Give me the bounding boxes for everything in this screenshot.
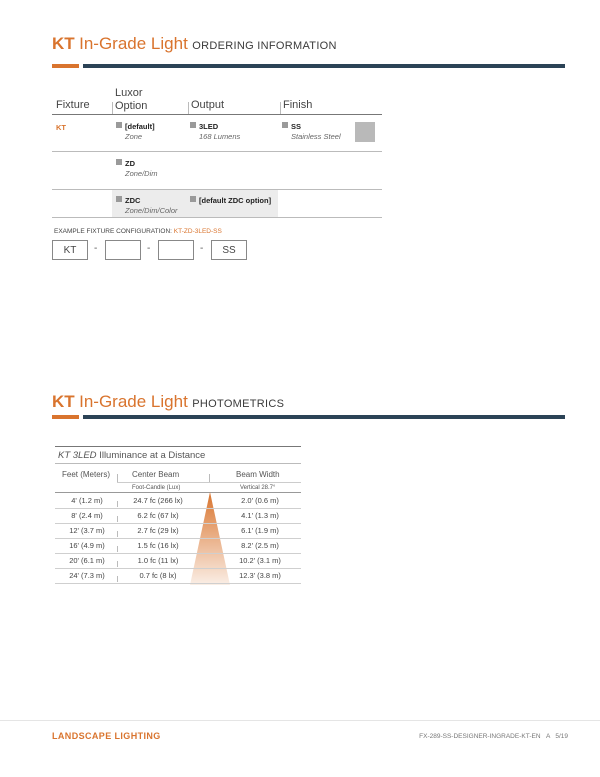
photo-cell-center: 2.7 fc (29 lx) [137,526,179,535]
photo-cell-center: 1.0 fc (11 lx) [137,556,179,565]
photo-col-divider [117,531,118,537]
photo-col-divider [117,576,118,582]
header-underline [52,114,382,115]
photo-row-divider [55,553,301,554]
photo-sub-width: Vertical 28.7° [240,485,276,491]
finish-option-ss[interactable] [282,122,341,141]
photometrics-title [52,392,284,412]
photo-cell-distance: 20' (6.1 m) [69,556,105,565]
photo-cell-width: 8.2' (2.5 m) [241,541,279,550]
photo-col-divider [117,561,118,567]
photo-table-top-rule [55,446,301,447]
config-box-luxor[interactable] [105,240,141,260]
config-box-fixture[interactable]: KT [52,240,88,260]
photo-subheader-rule [117,482,301,483]
option-sub: Zone/Dim [125,169,158,178]
photo-row-divider [55,508,301,509]
photo-row-divider [55,538,301,539]
example-config-value: KT-ZD-3LED-SS [173,228,222,235]
option-sub: Zone/Dim/Color [125,206,178,215]
finish-swatch [355,122,375,142]
photo-col-distance: Feet (Meters) [62,470,111,479]
ordering-title-name: In-Grade Light [79,34,188,53]
photo-cell-center: 24.7 fc (266 lx) [133,496,183,505]
option-sub: Stainless Steel [291,132,341,141]
photo-table-title-rest: Illuminance at a Distance [99,450,206,461]
footer-brand: LANDSCAPE LIGHTING [52,731,161,741]
luxor-option-default[interactable] [116,122,155,141]
photo-table-title-rule [55,463,301,464]
option-label: ZD [125,159,135,168]
photo-cell-center: 0.7 fc (8 lx) [139,571,177,580]
col-luxor-line2: Option [115,100,148,112]
config-box-finish[interactable]: SS [211,240,247,260]
photo-cell-width: 12.3' (3.8 m) [239,571,281,580]
photo-cell-distance: 4' (1.2 m) [71,496,103,505]
col-divider [112,102,113,114]
photo-cell-width: 10.2' (3.1 m) [239,556,281,565]
footer-page: 5/19 [555,733,568,740]
photo-header-rule [55,492,301,493]
col-luxor-header [115,87,147,113]
example-config-label: EXAMPLE FIXTURE CONFIGURATION: [54,228,172,235]
col-output-header: Output [191,99,225,111]
option-label: ZDC [125,196,141,205]
photo-cell-distance: 24' (7.3 m) [69,571,105,580]
photo-col-divider [117,474,118,482]
example-config-line [54,228,222,235]
config-separator: - [147,243,151,254]
photo-col-width: Beam Width [236,470,280,479]
photo-row-divider [55,568,301,569]
photo-cell-distance: 16' (4.9 m) [69,541,105,550]
photo-cell-width: 4.1' (1.3 m) [241,511,279,520]
luxor-option-zdc[interactable] [116,196,178,215]
fixture-code: KT [56,123,66,132]
ordering-title-rule [52,64,565,68]
col-fixture-header: Fixture [56,99,90,111]
photo-row-divider [55,523,301,524]
photo-table-title-italic: KT 3LED [58,450,97,461]
footer-revision: A [545,733,550,740]
option-label: 3LED [199,122,219,131]
col-divider [188,102,189,114]
photometrics-title-name: In-Grade Light [79,392,188,411]
photo-col-center: Center Beam [132,470,180,479]
photo-cell-width: 2.0' (0.6 m) [241,496,279,505]
photometrics-title-rule [52,415,565,419]
col-luxor-line1: Luxor [115,87,143,99]
row-divider [52,217,382,218]
photo-cell-center: 1.5 fc (16 lx) [137,541,179,550]
option-sub: 168 Lumens [199,132,241,141]
photometrics-title-code: KT [52,392,75,411]
photo-cell-distance: 12' (3.7 m) [69,526,105,535]
photo-table-title [58,450,205,461]
option-label: [default] [125,122,155,131]
footer-rule [0,720,600,721]
photo-sub-center: Foot-Candle (Lux) [132,485,181,491]
config-separator: - [200,243,204,254]
luxor-option-zd[interactable] [116,159,158,178]
photo-col-divider [209,474,210,482]
photo-row-divider [55,583,301,584]
footer-doc-ref: FX-289-SS-DESIGNER-INGRADE-KT-EN [419,733,541,740]
photo-cell-center: 6.2 fc (67 lx) [137,511,179,520]
output-option-zdc-default[interactable] [190,196,271,205]
col-finish-header: Finish [283,99,313,111]
option-label: SS [291,122,302,131]
col-divider [280,102,281,114]
ordering-title [52,34,337,54]
photo-cell-width: 6.1' (1.9 m) [241,526,279,535]
photo-col-divider [117,501,118,507]
photo-cell-distance: 8' (2.4 m) [71,511,103,520]
config-box-output[interactable] [158,240,194,260]
option-label: [default ZDC option] [199,196,272,205]
photo-col-divider [117,516,118,522]
option-sub: Zone [125,132,143,141]
ordering-title-code: KT [52,34,75,53]
photometrics-title-section: PHOTOMETRICS [192,398,285,410]
output-option-3led[interactable] [190,122,240,141]
row-divider [52,151,382,152]
ordering-title-section: ORDERING INFORMATION [192,40,337,52]
photo-col-divider [117,546,118,552]
footer-ref [419,733,568,740]
config-separator: - [94,243,98,254]
